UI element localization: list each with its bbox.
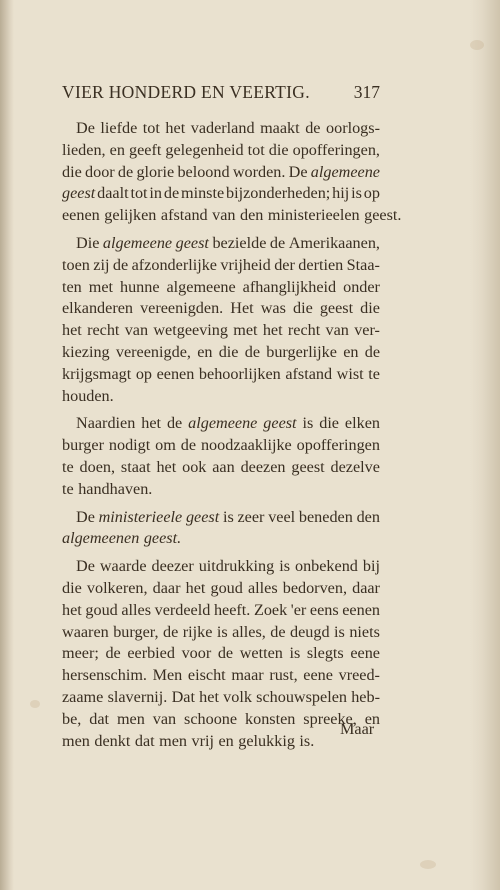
word: tot [142,119,160,137]
word: van [152,709,177,728]
word: van [124,321,149,340]
word: ministerieelen [267,206,360,225]
word: wist [336,364,364,383]
word: slegts [306,644,344,663]
text-line [62,118,380,140]
word: die [62,578,82,597]
word: eerbied [127,644,175,663]
word: voor [181,644,212,663]
word: is [216,622,228,641]
word: afstand [160,206,208,225]
word: en [218,731,234,750]
page-edge-right [470,0,500,890]
word: de [305,119,321,137]
word: eene [303,666,333,685]
word: recht [87,321,120,340]
word: noodzaaklijke [200,436,292,455]
word: die [360,299,380,318]
word: aan [212,457,235,476]
text-line [62,665,380,687]
word: vaderland [190,119,255,137]
word: minste [181,184,225,203]
word: die [62,162,82,181]
word: bezielde [212,233,267,252]
word: het [199,687,219,706]
word: kiezing [62,342,110,361]
word: het [62,321,82,340]
word: algemeene [166,277,236,296]
word: is [279,557,291,576]
word: De [288,162,308,181]
word: algemeene [310,162,380,181]
word: konsten [245,709,296,728]
word: Die [76,233,100,252]
word: be, [62,709,82,728]
word: is. [299,731,315,750]
word: die [292,299,313,318]
word: hersenschim. [62,666,147,685]
word: Zoek [253,600,288,619]
word: is [351,184,362,203]
word: het [141,414,162,433]
word: op [363,184,380,203]
word: hunne [119,277,160,296]
word: bijzonderheden; [226,184,331,203]
word: men [159,731,187,750]
word: uitdrukking [198,557,275,576]
word: den [356,507,380,526]
word: Staa- [346,255,380,274]
word: oorlogs- [326,119,380,137]
paper-stain [420,860,436,869]
word: lieden, [62,140,106,159]
word: nodigt [108,436,151,455]
word: heeft. [213,600,251,619]
word: gelukkig [238,731,295,750]
word: Naardien [76,414,136,433]
word: de [117,162,134,181]
word: is [222,507,234,526]
word: afstand [285,364,333,383]
page-edge-left [0,0,14,890]
word: hij [332,184,350,203]
word: dertien [298,255,344,274]
word: eene [350,644,380,663]
word: en [197,342,213,361]
text-line [62,364,380,386]
word: goud [210,578,243,597]
word: ministerieele [98,507,183,526]
word: waaren [62,622,109,641]
word: staat [120,457,151,476]
word: Dat [171,687,195,706]
word: gelijken [104,206,157,225]
word: de [163,184,180,203]
word: vreed- [338,666,380,685]
word: het [62,600,82,619]
word: het [185,578,206,597]
word: liefde [100,119,138,137]
word: verdeeld [154,600,211,619]
word: die [218,342,239,361]
word: het [165,119,186,137]
word: deugd [290,622,330,641]
word: beneden [298,507,353,526]
word: den [240,206,264,225]
text-line [62,435,380,457]
paragraph [62,413,380,500]
word: zeer [237,507,265,526]
word: eenen [62,206,100,225]
word: is [289,644,301,663]
word: de [270,622,286,641]
paragraph [62,118,402,227]
word: op [135,364,153,383]
word: die [319,414,339,433]
word: behoorlijken [198,364,281,383]
word: vrijheid [220,255,271,274]
word: het [156,457,177,476]
text-line [62,140,380,162]
word: geest. [364,206,402,225]
word: volkeren, [86,578,148,597]
text-line [62,277,380,299]
word: houden. [62,386,114,405]
word: te [368,364,380,383]
word: deezen [240,457,286,476]
word: te [62,479,74,498]
word: van [325,321,349,340]
word: geest [291,457,325,476]
word: dat [134,731,155,750]
word: gelegenheid [165,140,244,159]
word: de [180,436,197,455]
word: te [62,457,74,476]
text-line [62,687,380,709]
word: beloond [177,162,230,181]
word: en [343,342,359,361]
word: Amerikaanen, [288,233,380,252]
word: onbekend [294,557,358,576]
text-line [62,320,380,342]
word: de [269,233,286,252]
word: toen [62,255,90,274]
word: tot [247,140,265,159]
word: goud [85,600,118,619]
word: waarde [99,557,147,576]
word: van [212,206,236,225]
word: is [302,414,314,433]
word: opofferingen [296,436,380,455]
word: geest [319,299,354,318]
word: algemeenen [62,529,140,548]
word: glorie [136,162,175,181]
word: en [364,709,380,728]
text-line [62,556,380,578]
word: De [76,507,95,526]
word: was [260,299,286,318]
word: worden. [232,162,286,181]
text-line [62,413,380,435]
word: in [149,184,162,203]
text-line [62,205,402,227]
catchword: Maar [340,720,375,738]
word: elken [344,414,380,433]
text-line [62,528,380,550]
word: rust, [269,666,298,685]
word: eens [309,600,339,619]
word: wetten [239,644,283,663]
word: krijgsmagt [62,364,132,383]
word: maar [231,666,264,685]
text-line [62,298,380,320]
text-line [62,507,380,529]
word: bij [362,557,380,576]
word: eenen [342,600,380,619]
word: de [364,342,380,361]
word: eenen [156,364,195,383]
word: men [116,709,145,728]
word: afhanglijkheid [242,277,337,296]
word: door [85,162,115,181]
word: niets [349,622,380,641]
word: vereenigde, [115,342,191,361]
word: schoone [184,709,238,728]
text-line [62,643,380,665]
word: heb- [351,687,380,706]
word: is [334,622,345,641]
word: geest [62,184,96,203]
word: met [88,277,114,296]
word: burger, [113,622,159,641]
paper-stain [470,40,484,50]
word: ook [182,457,207,476]
word: denkt [94,731,131,750]
word: De [76,557,95,576]
word: ten [62,277,82,296]
text-line [62,457,380,479]
word: De [76,119,95,137]
word: handhaven. [78,479,153,498]
word: de [112,255,129,274]
word: recht [287,321,321,340]
word: eischt [187,666,226,685]
word: geest [185,507,220,526]
word: men [62,731,90,750]
word: doen, [79,457,116,476]
text-line [62,233,380,255]
word: burgerlijke [266,342,337,361]
text-line [62,731,380,753]
word: algemeene [188,414,258,433]
word: dezelve [330,457,380,476]
word: slavernij. [107,687,168,706]
text-line [62,342,380,364]
word: alles [247,578,278,597]
running-header [62,82,380,106]
word: de [163,622,179,641]
word: spreeke, [303,709,357,728]
paragraph [62,233,380,407]
text-line [62,622,380,644]
text-line [62,255,380,277]
paragraph [62,507,380,551]
text-line [62,600,380,622]
word: algemeene [102,233,173,252]
word: alles, [232,622,266,641]
word: geest. [143,529,182,548]
word: vrij [191,731,214,750]
word: de [105,644,121,663]
word: zij [93,255,110,274]
word: vereenigden. [140,299,224,318]
word: ver- [354,321,380,340]
text-line [62,162,380,184]
page-number: 317 [353,82,380,102]
text-line [62,386,380,408]
word: volk [223,687,252,706]
word: Het [230,299,254,318]
word: wetgeeving [153,321,228,340]
word: dat [89,709,110,728]
word: de [166,414,183,433]
word: veel [268,507,296,526]
word: daalt [97,184,129,203]
word: alles [121,600,152,619]
word: deezer [151,557,194,576]
text-line [62,479,380,501]
word: geest [175,233,209,252]
word: tot [130,184,148,203]
text-line [62,709,380,731]
word: afzonderlijke [131,255,217,274]
word: opofferingen, [292,140,380,159]
word: met [233,321,258,340]
word: meer; [62,644,99,663]
running-title: VIER HONDERD EN VEERTIG. [62,82,310,102]
word: die [268,140,289,159]
word: geeft [128,140,162,159]
word: onder [343,277,380,296]
word: bedorven, [282,578,347,597]
word: burger [62,436,104,455]
word: der [274,255,295,274]
body-text [62,118,402,752]
text-line [62,183,380,205]
word: de [217,644,234,663]
word: zaame [62,687,104,706]
paragraph [62,556,380,752]
word: het [262,321,283,340]
paper-stain [30,700,40,708]
word: 'er [290,600,307,619]
word: daar [152,578,181,597]
word: elkanderen [62,299,134,318]
word: schouwspelen [256,687,347,706]
word: maakt [260,119,300,137]
word: om [155,436,176,455]
word: rijke [182,622,213,641]
text-line [62,578,380,600]
word: en [109,140,125,159]
word: Men [152,666,183,685]
word: geest [263,414,297,433]
word: de [244,342,260,361]
word: daar [352,578,380,597]
